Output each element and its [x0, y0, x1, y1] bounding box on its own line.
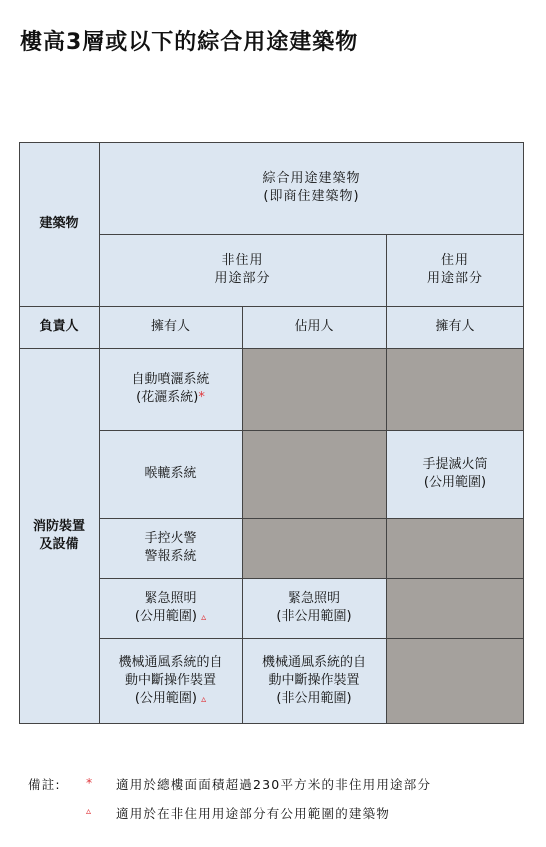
- table-divider: [99, 430, 524, 431]
- notes-label: 備註:: [28, 777, 61, 792]
- asterisk-mark: *: [198, 390, 205, 405]
- table-divider: [19, 348, 524, 349]
- triangle-mark: ▵: [86, 806, 93, 817]
- emergency-lighting-label: 緊急照明: [144, 590, 197, 606]
- page-title: 樓高3層或以下的綜合用途建築物: [20, 30, 359, 55]
- note-triangle-text: 適用於在非住用用途部分有公用範圍的建築物: [116, 806, 391, 821]
- table-divider: [19, 306, 524, 307]
- header-non-domestic: 非住用 用途部分: [99, 234, 386, 306]
- table-divider: [99, 578, 524, 579]
- table-border: [19, 142, 524, 143]
- table-divider: [386, 234, 387, 724]
- cell-emergency-lighting-non-common: 緊急照明 (非公用範圍): [242, 578, 386, 638]
- cell-sprinkler: [99, 348, 242, 430]
- ventilation-shutdown-label: 機械通風系統的自 動中斷操作裝置: [118, 654, 223, 688]
- cell-empty: [386, 518, 524, 578]
- cell-hose-reel: 喉轆系統: [99, 430, 242, 518]
- header-domestic: 住用 用途部分: [386, 234, 524, 306]
- table-border: [19, 142, 20, 724]
- triangle-mark: ▵: [201, 611, 207, 623]
- asterisk-mark: *: [86, 775, 94, 790]
- header-owner-non-domestic: 擁有人: [99, 306, 242, 348]
- triangle-mark: ▵: [201, 693, 207, 705]
- cell-emergency-lighting-common: [99, 578, 242, 638]
- cell-fire-extinguisher: 手提滅火筒 (公用範圍): [386, 430, 524, 518]
- fire-services-table: [19, 142, 524, 724]
- table-divider: [99, 638, 524, 639]
- common-area-label: (公用範圍): [134, 608, 197, 624]
- header-building: 建築物: [19, 142, 99, 306]
- table-border: [19, 723, 524, 724]
- header-occupier: 佔用人: [242, 306, 386, 348]
- sprinkler-label: 自動噴灑系統 (花灑系統): [131, 372, 210, 405]
- table-border: [523, 142, 524, 724]
- table-divider: [242, 306, 243, 724]
- cell-empty: [386, 638, 524, 724]
- common-area-label: (公用範圍): [134, 690, 197, 706]
- cell-empty: [386, 348, 524, 430]
- header-mixed-use: 綜合用途建築物 (即商住建築物): [99, 142, 524, 234]
- table-divider: [99, 142, 100, 724]
- cell-manual-fire-alarm: 手控火警 警報系統: [99, 518, 242, 578]
- table-divider: [99, 234, 524, 235]
- table-divider: [99, 518, 524, 519]
- note-asterisk-text: 適用於總樓面面積超過230平方米的非住用用途部分: [116, 777, 432, 792]
- cell-empty: [242, 430, 386, 518]
- cell-empty: [242, 348, 386, 430]
- header-responsible: 負責人: [19, 306, 99, 348]
- cell-empty: [386, 578, 524, 638]
- cell-ventilation-shutdown-non-common: 機械通風系統的自 動中斷操作裝置 (非公用範圍): [242, 638, 386, 724]
- cell-empty: [242, 518, 386, 578]
- header-owner-domestic: 擁有人: [386, 306, 524, 348]
- cell-ventilation-shutdown-common: [99, 638, 242, 724]
- category-fire-equipment: 消防裝置 及設備: [19, 348, 99, 724]
